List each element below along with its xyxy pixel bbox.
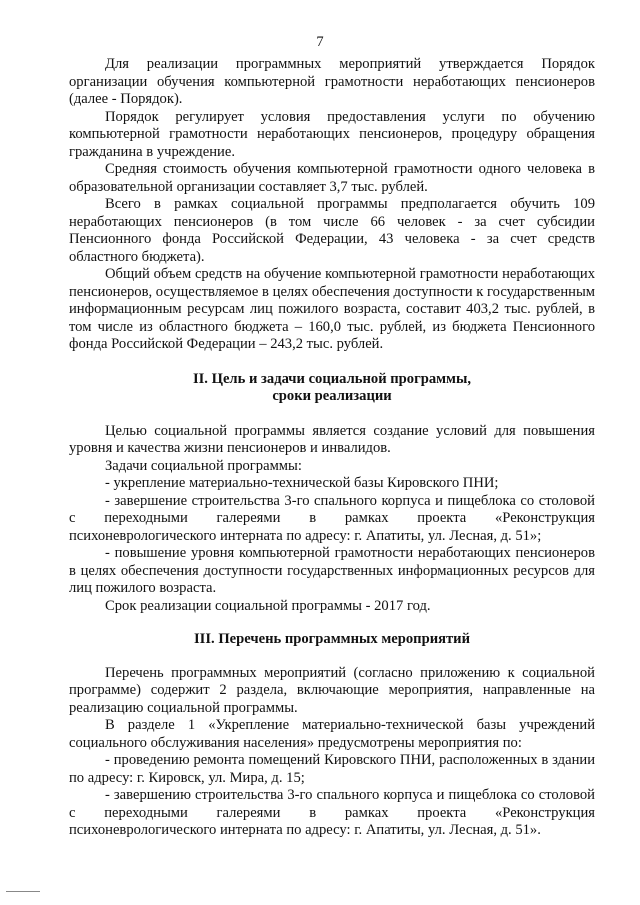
paragraph-section-1-measures: В разделе 1 «Укрепление материально-технической базы учреждений социального обслуживания населения» предусмотрены мероприятия по: xyxy=(69,717,595,751)
paragraph-procedure: Для реализации программных мероприятий утверждается Порядок организации обучения компьютерной грамотности неработающих пенсионеров (далее - Порядок). xyxy=(69,56,595,107)
footer-divider xyxy=(6,891,40,892)
paragraph-average-cost: Средняя стоимость обучения компьютерной грамотности одного человека в образовательной организации составляет 3,7 тыс. рублей. xyxy=(69,161,595,195)
paragraph-tasks-intro: Задачи социальной программы: xyxy=(105,457,302,474)
paragraph-term: Срок реализации социальной программы - 2017 год. xyxy=(105,597,431,614)
list-item-task-3: - повышение уровня компьютерной грамотности неработающих пенсионеров в целях обеспечения доступности государственных информационных ресурсов для лиц пожилого возраста. xyxy=(69,545,595,596)
paragraph-measures-intro: Перечень программных мероприятий (согласно приложению к социальной программе) содержит 2 раздела, включающие мероприятия, направленные на реализацию социальной программы. xyxy=(69,664,595,716)
section-2-heading-line1: II. Цель и задачи социальной программы, xyxy=(192,370,472,387)
paragraph-total-funding: Общий объем средств на обучение компьютерной грамотности неработающих пенсионеров, осуществляемое в целях обеспечения доступности к государственным информационным ресурсам лиц пожилого возраста, составит 403,2 тыс. рублей, в том числе из областного бюджета – 160,0 тыс. рублей, из бюджета Пенсионного фонда Российской Федерации – 243,2 тыс. рублей. xyxy=(69,266,595,352)
section-3-heading: III. Перечень программных мероприятий xyxy=(193,631,470,647)
paragraph-trainee-count: Всего в рамках социальной программы предполагается обучить 109 неработающих пенсионеров (в том числе 66 человек - за счет субсидии Пенсионного фонда Российской Федерации, 43 человека - за счет средств областного бюджета). xyxy=(69,196,595,265)
paragraph-procedure-scope: Порядок регулирует условия предоставления услуги по обучению компьютерной грамотности неработающих пенсионеров, процедуру обращения гражданина в учреждение. xyxy=(69,108,595,160)
list-item-measure-1: - проведению ремонта помещений Кировского ПНИ, расположенных в здании по адресу: г. Кировск, ул. Мира, д. 15; xyxy=(69,752,595,786)
section-2-heading-line2: сроки реализации xyxy=(272,388,392,404)
list-item-task-2: - завершение строительства 3-го спального корпуса и пищеблока со столовой с переходными галереями в рамках проекта «Реконструкция психоневрологического интерната по адресу: г. Апатиты, ул. Лесная, д. 51»; xyxy=(69,492,595,544)
paragraph-goal: Целью социальной программы является создание условий для повышения уровня и качества жизни пенсионеров и инвалидов. xyxy=(69,422,595,456)
page-number: 7 xyxy=(316,34,324,50)
document-body xyxy=(69,56,595,840)
section-2-heading xyxy=(69,371,595,406)
list-item-measure-2: - завершению строительства 3-го спального корпуса и пищеблока со столовой с переходными галереями в рамках проекта «Реконструкция психоневрологического интерната по адресу: г. Апатиты, ул. Лесная, д. 51». xyxy=(69,787,595,838)
list-item-task-1: - укрепление материально-технической базы Кировского ПНИ; xyxy=(105,475,499,491)
